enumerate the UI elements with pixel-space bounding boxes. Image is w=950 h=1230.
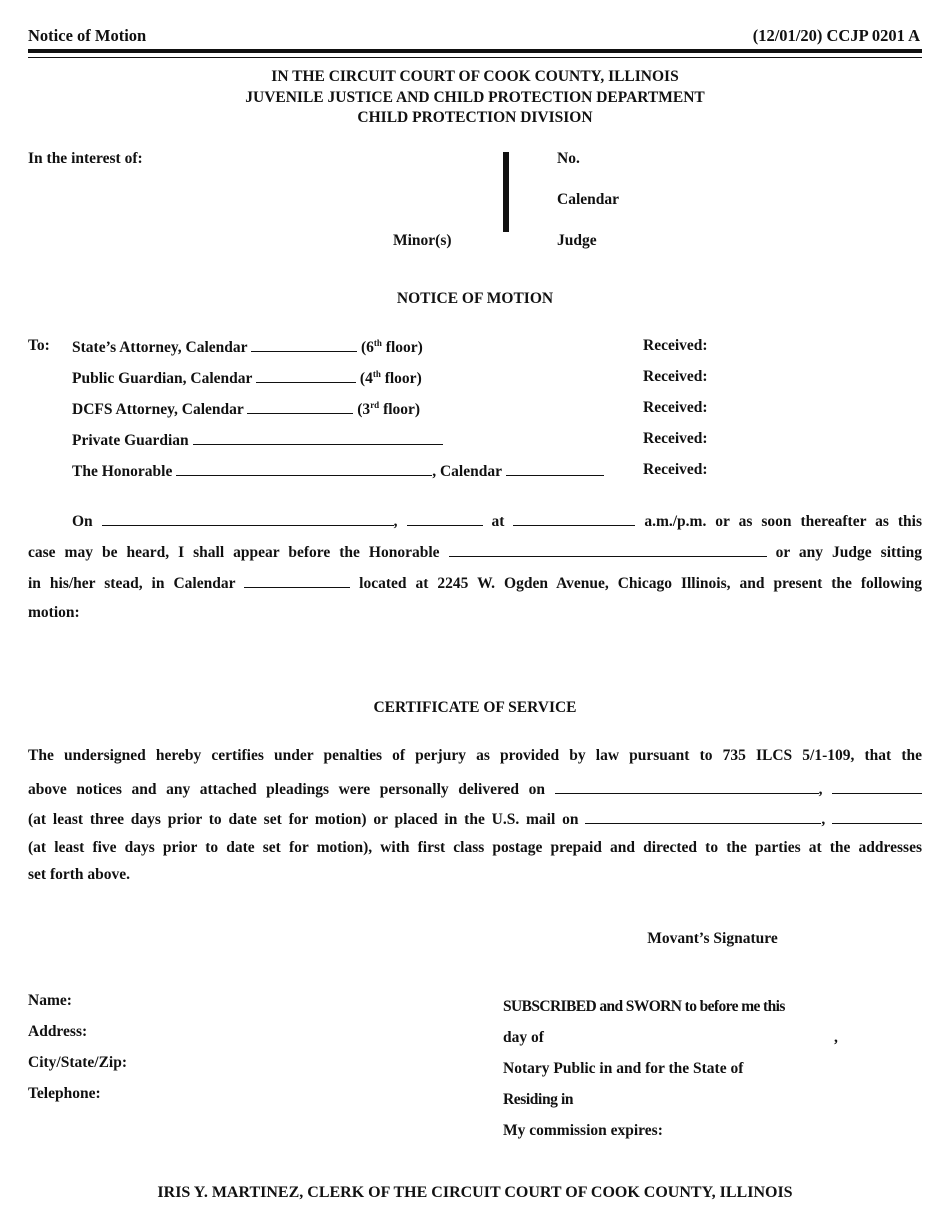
received-input-5[interactable]	[720, 461, 922, 477]
delivered-date-field[interactable]	[555, 779, 819, 794]
judge-label: Judge	[557, 232, 597, 249]
header-rule-thin	[28, 57, 922, 58]
commission-input[interactable]	[680, 1121, 922, 1137]
dcfs-attorney-floor: (3rd floor)	[357, 399, 421, 418]
minor-label: Minor(s)	[393, 232, 452, 249]
honorable-name-field[interactable]	[176, 461, 432, 476]
header-rule-thick	[28, 49, 922, 53]
court-line-2: JUVENILE JUSTICE AND CHILD PROTECTION DEPARTMENT	[245, 89, 705, 106]
on-label: On	[72, 513, 93, 530]
states-attorney-row	[72, 337, 423, 357]
states-attorney-calendar-field[interactable]	[251, 337, 357, 352]
notary-label: Notary Public in and for the State of	[503, 1060, 744, 1077]
to-label: To:	[28, 337, 50, 354]
judge-input[interactable]	[609, 232, 922, 248]
day-of-month-input[interactable]	[557, 1028, 833, 1044]
states-attorney-label: State’s Attorney, Calendar	[72, 339, 248, 356]
subscribed-day-input[interactable]	[822, 997, 922, 1013]
honorable-calendar-label: , Calendar	[432, 463, 502, 480]
address-label: Address:	[28, 1023, 88, 1040]
ampm-text: a.m./p.m. or as soon thereafter as this	[644, 513, 923, 530]
telephone-input[interactable]	[118, 1084, 458, 1100]
public-guardian-row	[72, 368, 422, 388]
calendar-label: Calendar	[557, 191, 619, 208]
received-input-4[interactable]	[720, 430, 922, 446]
motion-input[interactable]	[94, 604, 922, 620]
received-label-3: Received:	[643, 399, 708, 416]
form-code: (12/01/20) CCJP 0201 A	[752, 26, 920, 45]
city-label: City/State/Zip:	[28, 1054, 128, 1071]
certificate-line-2: above notices and any attached pleadings were personally delivered on ,	[28, 779, 922, 799]
interest-label: In the interest of:	[28, 150, 143, 167]
minor-name-input[interactable]	[28, 210, 466, 228]
private-guardian-row	[72, 430, 443, 450]
received-label-5: Received:	[643, 461, 708, 478]
body-calendar-field[interactable]	[244, 573, 350, 588]
residing-label: Residing in	[503, 1091, 574, 1108]
day-of-comma: ,	[834, 1029, 838, 1046]
honorable-calendar-field[interactable]	[506, 461, 604, 476]
dcfs-attorney-label: DCFS Attorney, Calendar	[72, 401, 244, 418]
name-label: Name:	[28, 992, 72, 1009]
certificate-line-1: The undersigned hereby certifies under penalties of perjury as provided by law pursuant to 735 ILCS 5/1-109, that the	[28, 747, 922, 764]
received-label-2: Received:	[643, 368, 708, 385]
received-label-4: Received:	[643, 430, 708, 447]
honorable-judge-field[interactable]	[449, 542, 767, 557]
body-line-3: in his/her stead, in Calendar located at 2245 W. Ogden Avenue, Chicago Illinois, and present the following	[28, 575, 923, 592]
calendar-input[interactable]	[635, 191, 922, 207]
case-no-input[interactable]	[594, 150, 922, 166]
telephone-label: Telephone:	[28, 1085, 101, 1102]
residing-input[interactable]	[583, 1090, 922, 1106]
motion-time-field[interactable]	[513, 511, 635, 526]
address-input[interactable]	[102, 1022, 460, 1038]
motion-day-field[interactable]	[407, 511, 483, 526]
honorable-row	[72, 461, 604, 481]
notice-title: NOTICE OF MOTION	[396, 290, 554, 307]
received-input-1[interactable]	[720, 337, 922, 353]
motion-label: motion:	[28, 604, 80, 621]
received-label-1: Received:	[643, 337, 708, 354]
honorable-label: The Honorable	[72, 463, 173, 480]
body-line-1: On , at a.m./p.m. or as soon thereafter as this	[72, 513, 923, 530]
court-line-1: IN THE CIRCUIT COURT OF COOK COUNTY, ILLINOIS	[271, 68, 679, 85]
form-title: Notice of Motion	[28, 26, 147, 45]
movant-signature-input[interactable]	[503, 910, 922, 924]
public-guardian-calendar-field[interactable]	[256, 368, 356, 383]
caption-divider	[503, 152, 509, 232]
dcfs-attorney-row	[72, 399, 420, 419]
private-guardian-label: Private Guardian	[72, 432, 189, 449]
public-guardian-label: Public Guardian, Calendar	[72, 370, 253, 387]
certificate-line-3: (at least three days prior to date set for motion) or placed in the U.S. mail on ,	[28, 809, 922, 829]
public-guardian-floor: (4th floor)	[359, 368, 422, 387]
motion-input-2[interactable]	[28, 636, 922, 652]
certificate-line-5: set forth above.	[28, 866, 131, 883]
certificate-title: CERTIFICATE OF SERVICE	[373, 699, 577, 716]
day-of-label: day of	[503, 1029, 544, 1046]
mailed-year-field[interactable]	[832, 809, 922, 824]
states-attorney-floor: (6th floor)	[360, 337, 423, 356]
motion-date-field[interactable]	[102, 511, 394, 526]
footer-clerk: IRIS Y. MARTINEZ, CLERK OF THE CIRCUIT COURT OF COOK COUNTY, ILLINOIS	[157, 1184, 793, 1201]
day-of-year-input[interactable]	[842, 1028, 922, 1044]
at-label: at	[491, 513, 505, 530]
received-input-2[interactable]	[720, 368, 922, 384]
delivered-year-field[interactable]	[832, 779, 922, 794]
notary-state-input[interactable]	[764, 1059, 922, 1075]
body-line-2: case may be heard, I shall appear before the Honorable or any Judge sitting	[28, 544, 923, 561]
mailed-date-field[interactable]	[585, 809, 821, 824]
city-input[interactable]	[146, 1053, 458, 1069]
case-no-label: No.	[557, 150, 580, 167]
commission-label: My commission expires:	[503, 1122, 663, 1139]
certificate-line-4: (at least five days prior to date set for motion), with first class postage prepaid and directed to the parties at the addresses	[28, 839, 922, 856]
name-input[interactable]	[84, 991, 462, 1007]
court-line-3: CHILD PROTECTION DIVISION	[357, 109, 593, 126]
received-input-3[interactable]	[720, 399, 922, 415]
private-guardian-field[interactable]	[193, 430, 443, 445]
dcfs-attorney-calendar-field[interactable]	[247, 399, 353, 414]
subscribed-label: SUBSCRIBED and SWORN to before me this	[503, 998, 785, 1015]
movant-signature-label: Movant’s Signature	[647, 930, 778, 947]
